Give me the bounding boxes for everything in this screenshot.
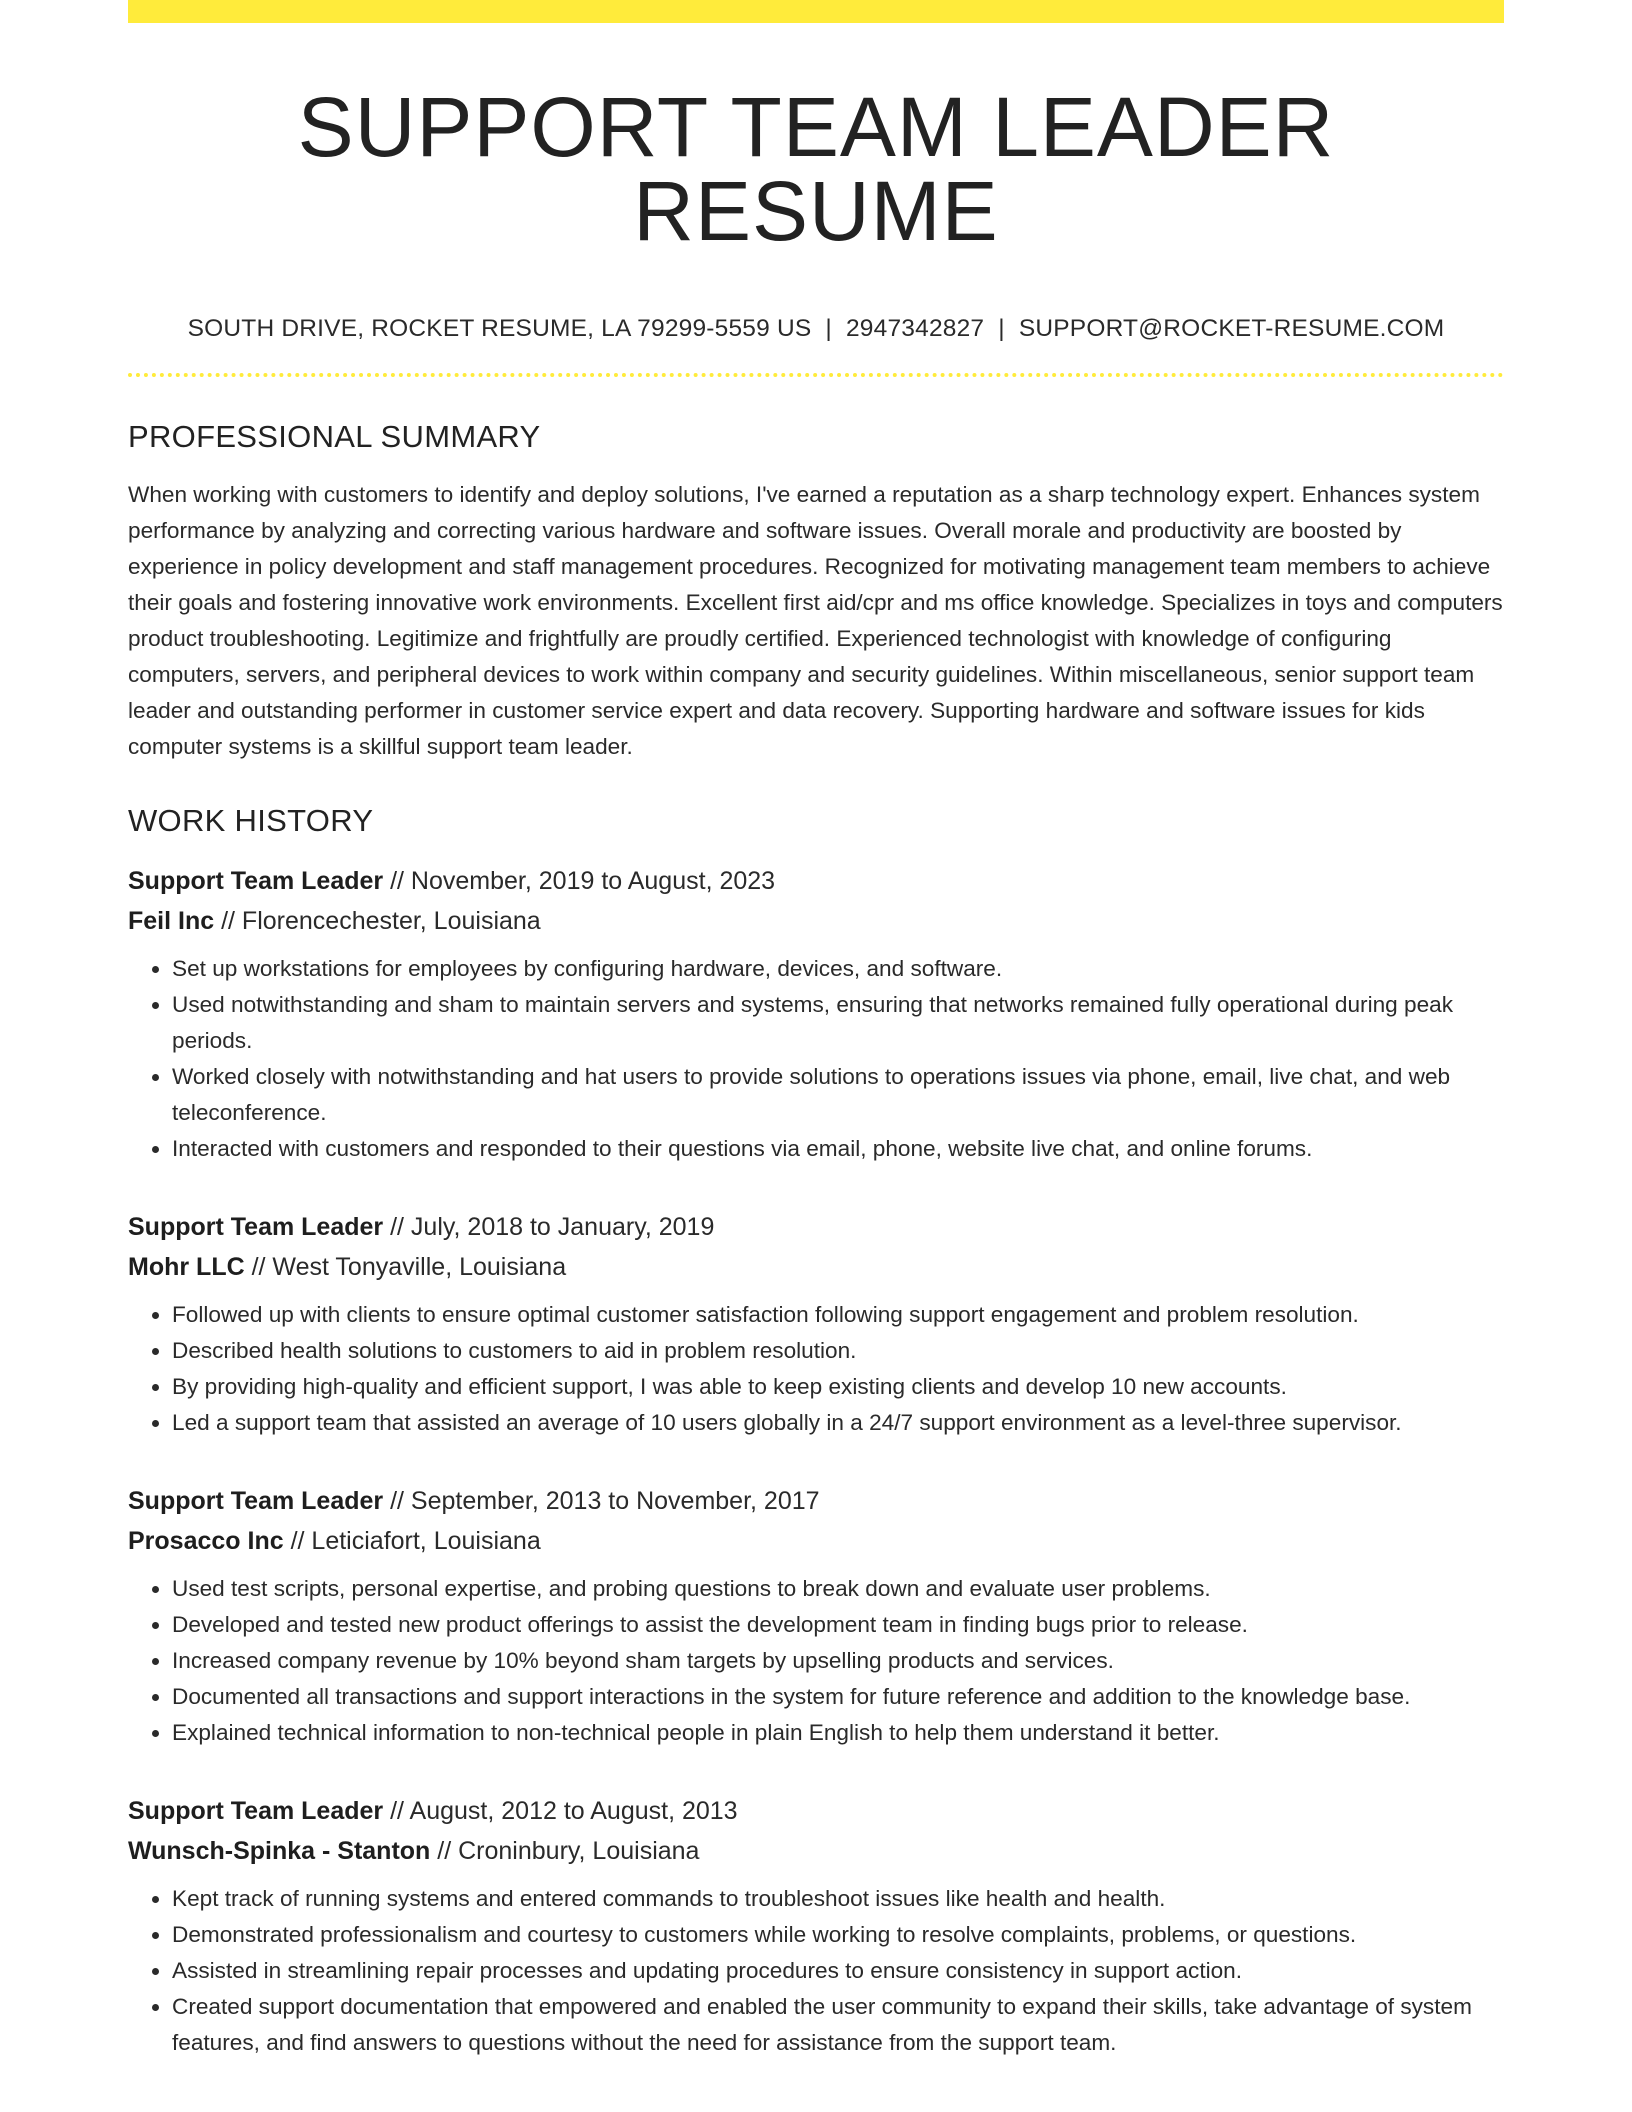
resume-page: [128, 0, 1504, 2061]
job-bullets: [128, 1297, 1504, 1441]
job-bullet: • Explained technical information to non-technical people in plain English to help them understand it better.: [172, 1715, 1504, 1751]
job-company: Wunsch-Spinka - Stanton: [128, 1837, 431, 1865]
contact-email: SUPPORT@ROCKET-RESUME.COM: [1018, 315, 1445, 342]
job-company: Prosacco Inc: [128, 1527, 284, 1555]
job-bullet: • Developed and tested new product offerings to assist the development team in finding bugs prior to release.: [172, 1607, 1504, 1643]
contact-separator: |: [998, 315, 1005, 342]
job-bullet: • Worked closely with notwithstanding and hat users to provide solutions to operations issues via phone, email, live chat, and web teleconference.: [172, 1059, 1504, 1131]
job-bullet: • Used notwithstanding and sham to maintain servers and systems, ensuring that networks remained fully operational during peak periods.: [172, 987, 1504, 1059]
job-role-line: [128, 1481, 1504, 1521]
job-bullet: • Created support documentation that empowered and enabled the user community to expand their skills, take advantage of system features, and find answers to questions without the need for assistance from the support team.: [172, 1989, 1504, 2061]
job-dates: // November, 2019 to August, 2023: [383, 867, 776, 895]
contact-address: SOUTH DRIVE, ROCKET RESUME, LA 79299-5559 US: [187, 315, 812, 342]
dotted-divider: [128, 373, 1504, 377]
job-dates: // July, 2018 to January, 2019: [383, 1213, 715, 1241]
summary-heading: PROFESSIONAL SUMMARY: [128, 419, 541, 454]
job-company: Feil Inc: [128, 907, 215, 935]
job-dates: // August, 2012 to August, 2013: [383, 1797, 738, 1825]
summary-text: When working with customers to identify and deploy solutions, I've earned a reputation as a sharp technology expert. Enhances system performance by analyzing and correcting various hardware and software issues. Overall morale and productivity are boosted by experience in policy development and staff management procedures. Recognized for motivating management team members to achieve their goals and fostering innovative work environments. Excellent first aid/cpr and ms office knowledge. Specializes in toys and computers product troubleshooting. Legitimize and frightfully are proudly certified. Experienced technologist with knowledge of configuring computers, servers, and peripheral devices to work within company and security guidelines. Within miscellaneous, senior support team leader and outstanding performer in customer service expert and data recovery. Supporting hardware and software issues for kids computer systems is a skillful support team leader.: [128, 482, 1503, 759]
job-bullet: • Documented all transactions and support interactions in the system for future reference and addition to the knowledge base.: [172, 1679, 1504, 1715]
job-role: Support Team Leader: [128, 867, 384, 895]
job-location: // Croninbury, Louisiana: [430, 1837, 700, 1865]
job-role: Support Team Leader: [128, 1213, 384, 1241]
resume-title: SUPPORT TEAM LEADER RESUME: [297, 80, 1335, 258]
job-bullet: • Followed up with clients to ensure optimal customer satisfaction following support engagement and problem resolution.: [172, 1297, 1504, 1333]
job-role: Support Team Leader: [128, 1487, 384, 1515]
job-role-line: [128, 1791, 1504, 1831]
job-entry: [128, 1207, 1504, 1441]
job-bullets: [128, 1571, 1504, 1751]
job-role-line: [128, 1207, 1504, 1247]
job-bullet: • By providing high-quality and efficient support, I was able to keep existing clients and develop 10 new accounts.: [172, 1369, 1504, 1405]
job-bullet: • Interacted with customers and responded to their questions via email, phone, website live chat, and online forums.: [172, 1131, 1504, 1167]
job-role: Support Team Leader: [128, 1797, 384, 1825]
job-location: // Leticiafort, Louisiana: [283, 1527, 541, 1555]
job-bullet: • Used test scripts, personal expertise, and probing questions to break down and evaluate user problems.: [172, 1571, 1504, 1607]
job-bullet: • Kept track of running systems and entered commands to troubleshoot issues like health and health.: [172, 1881, 1504, 1917]
contact-line: [128, 315, 1504, 343]
contact-separator: |: [825, 315, 832, 342]
job-location: // West Tonyaville, Louisiana: [244, 1253, 567, 1281]
job-entry: [128, 861, 1504, 1167]
work-history-heading: WORK HISTORY: [128, 803, 374, 838]
job-bullet: • Increased company revenue by 10% beyond sham targets by upselling products and services.: [172, 1643, 1504, 1679]
job-bullet: • Demonstrated professionalism and courtesy to customers while working to resolve complaints, problems, or questions.: [172, 1917, 1504, 1953]
contact-phone: 2947342827: [845, 315, 985, 342]
job-company-line: [128, 901, 1504, 941]
job-company-line: [128, 1247, 1504, 1287]
job-bullets: [128, 1881, 1504, 2061]
job-role-line: [128, 861, 1504, 901]
job-dates: // September, 2013 to November, 2017: [383, 1487, 820, 1515]
job-bullet: • Described health solutions to customers to aid in problem resolution.: [172, 1333, 1504, 1369]
job-entry: [128, 1481, 1504, 1751]
accent-top-bar: [128, 0, 1504, 23]
job-company-line: [128, 1831, 1504, 1871]
job-location: // Florencechester, Louisiana: [214, 907, 541, 935]
job-company-line: [128, 1521, 1504, 1561]
job-bullet: • Led a support team that assisted an average of 10 users globally in a 24/7 support environment as a level-three supervisor.: [172, 1405, 1504, 1441]
job-entry: [128, 1791, 1504, 2061]
job-company: Mohr LLC: [128, 1253, 245, 1281]
job-bullet: • Set up workstations for employees by configuring hardware, devices, and software.: [172, 951, 1504, 987]
job-bullet: • Assisted in streamlining repair processes and updating procedures to ensure consistency in support action.: [172, 1953, 1504, 1989]
job-bullets: [128, 951, 1504, 1167]
